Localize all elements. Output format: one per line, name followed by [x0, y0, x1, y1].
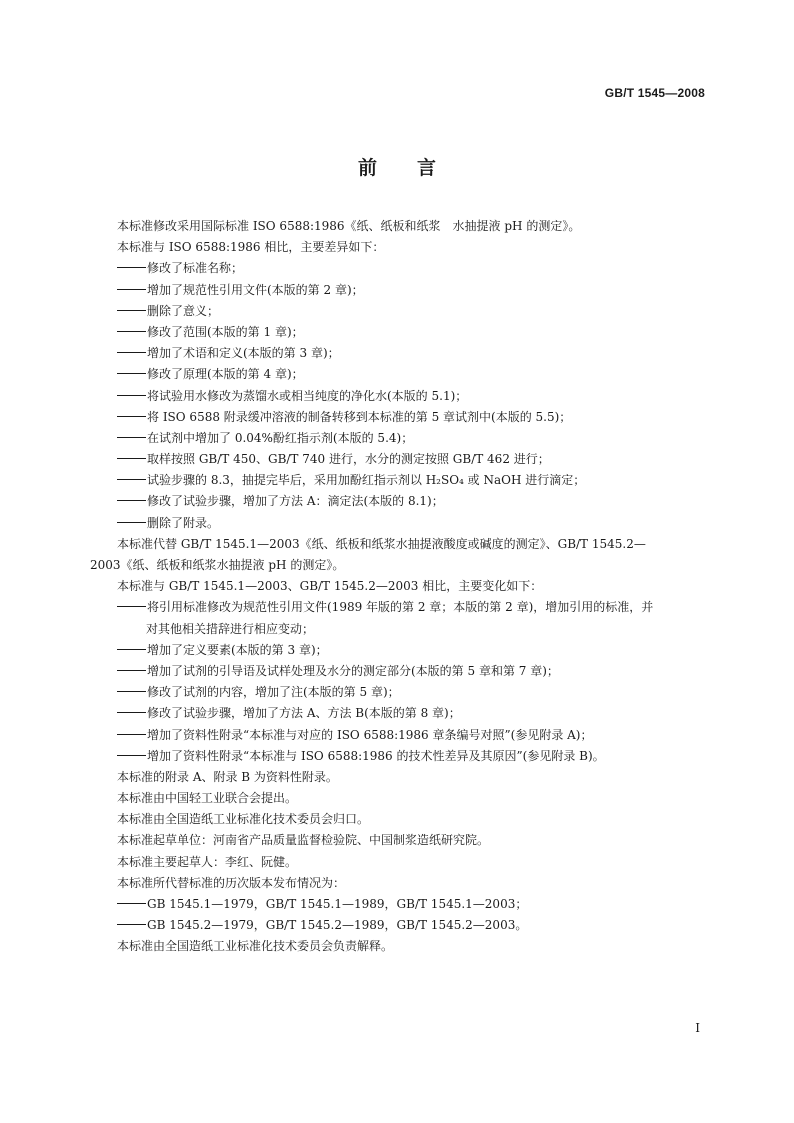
paragraph-text: 本标准与 ISO 6588:1986 相比，主要差异如下： — [117, 240, 385, 255]
paragraph-text: 试验步骤的 8.3，抽提完毕后，采用加酚红指示剂以 H₂SO₄ 或 NaOH 进行滴定； — [147, 473, 586, 488]
paragraph-text: 增加了规范性引用文件(本版的第 2 章)； — [147, 282, 364, 297]
paragraph-text: 本标准所代替标准的历次版本发布情况为： — [117, 875, 346, 890]
list-item — [90, 491, 710, 512]
list-item — [90, 597, 710, 618]
list-item — [90, 746, 710, 767]
list-item — [90, 386, 710, 407]
page-number: I — [695, 1021, 700, 1035]
list-item — [90, 343, 710, 364]
paragraph-text: 增加了试剂的引导语及试样处理及水分的测定部分(本版的第 5 章和第 7 章)； — [147, 663, 559, 678]
paragraph — [90, 809, 710, 830]
em-dash-marker — [117, 903, 146, 904]
em-dash-marker — [117, 734, 146, 735]
list-item — [90, 682, 710, 703]
em-dash-marker — [117, 331, 146, 332]
paragraph-text: 修改了试剂的内容，增加了注(本版的第 5 章)； — [147, 685, 400, 700]
paragraph-text: 本标准由全国造纸工业标准化技术委员会负责解释。 — [117, 939, 394, 954]
em-dash-marker — [117, 458, 146, 459]
paragraph — [90, 576, 710, 597]
paragraph-text: 对其他相关措辞进行相应变动； — [146, 621, 315, 636]
paragraph-text: 本标准与 GB/T 1545.1—2003、GB/T 1545.2—2003 相比，主要变化如下： — [117, 579, 543, 594]
em-dash-marker — [117, 267, 146, 268]
paragraph-text: 增加了定义要素(本版的第 3 章)； — [147, 642, 328, 657]
em-dash-marker — [117, 606, 146, 607]
em-dash-marker — [117, 289, 146, 290]
em-dash-marker — [117, 373, 146, 374]
paragraph-text: 本标准由中国轻工业联合会提出。 — [117, 791, 298, 806]
paragraph-text: GB 1545.1—1979，GB/T 1545.1—1989，GB/T 1545.1—2003； — [147, 897, 528, 911]
list-item-continuation — [90, 619, 710, 640]
list-item — [90, 322, 710, 343]
paragraph — [90, 534, 710, 555]
paragraph-text: 将 ISO 6588 附录缓冲溶液的制备转移到本标准的第 5 章试剂中(本版的 5.5)； — [147, 409, 572, 424]
paragraph-text: 增加了资料性附录“本标准与对应的 ISO 6588:1986 章条编号对照”(参见附录 A)； — [147, 727, 593, 742]
list-item — [90, 301, 710, 322]
paragraph-text: 修改了标准名称； — [147, 261, 244, 276]
em-dash-marker — [117, 649, 146, 650]
paragraph-text: 将试验用水修改为蒸馏水或相当纯度的净化水(本版的 5.1)； — [147, 388, 468, 403]
paragraph-text: 修改了试验步骤，增加了方法 A：滴定法(本版的 8.1)； — [147, 494, 444, 509]
paragraph — [90, 555, 710, 576]
list-item — [90, 513, 710, 534]
list-item — [90, 703, 710, 724]
paragraph-text: 2003《纸、纸板和纸浆水抽提液 pH 的测定》。 — [90, 558, 345, 572]
paragraph-text: 增加了资料性附录“本标准与 ISO 6588:1986 的技术性差异及其原因”(参见附录 B)。 — [147, 748, 605, 763]
list-item — [90, 407, 710, 428]
paragraph — [90, 936, 710, 957]
list-item — [90, 280, 710, 301]
paragraph-text: 取样按照 GB/T 450、GB/T 740 进行，水分的测定按照 GB/T 462 进行； — [147, 452, 550, 467]
list-item — [90, 449, 710, 470]
list-item — [90, 725, 710, 746]
paragraph-text: 修改了试验步骤，增加了方法 A、方法 B(本版的第 8 章)； — [147, 706, 461, 721]
list-item — [90, 258, 710, 279]
paragraph — [90, 237, 710, 258]
paragraph — [90, 788, 710, 809]
document-body — [90, 216, 710, 958]
list-item — [90, 915, 710, 936]
em-dash-marker — [117, 522, 146, 523]
em-dash-marker — [117, 670, 146, 671]
paragraph-text: 删除了附录。 — [147, 515, 220, 530]
em-dash-marker — [117, 310, 146, 311]
em-dash-marker — [117, 755, 146, 756]
paragraph-text: 在试剂中增加了 0.04%酚红指示剂(本版的 5.4)； — [147, 430, 414, 445]
standard-code-header: GB/T 1545—2008 — [604, 86, 705, 100]
list-item — [90, 661, 710, 682]
em-dash-marker — [117, 395, 146, 396]
paragraph-text: 将引用标准修改为规范性引用文件(1989 年版的第 2 章；本版的第 2 章)，增加引用的标准，并 — [147, 600, 654, 615]
paragraph-text: 本标准起草单位：河南省产品质量监督检验院、中国制浆造纸研究院。 — [117, 833, 490, 848]
list-item — [90, 428, 710, 449]
paragraph — [90, 767, 710, 788]
paragraph-text: 本标准代替 GB/T 1545.1—2003《纸、纸板和纸浆水抽提液酸度或碱度的测定》、GB/T 1545.2— — [117, 536, 646, 551]
paragraph-text: 本标准的附录 A、附录 B 为资料性附录。 — [117, 769, 338, 784]
em-dash-marker — [117, 691, 146, 692]
paragraph — [90, 830, 710, 851]
em-dash-marker — [117, 352, 146, 353]
paragraph-text: 修改了范围(本版的第 1 章)； — [147, 324, 304, 339]
em-dash-marker — [117, 416, 146, 417]
paragraph — [90, 216, 710, 237]
paragraph-text: 本标准主要起草人：李红、阮健。 — [117, 854, 298, 869]
paragraph-text: 本标准修改采用国际标准 ISO 6588:1986《纸、纸板和纸浆 水抽提液 pH 的测定》。 — [117, 219, 581, 233]
paragraph-text: 增加了术语和定义(本版的第 3 章)； — [147, 346, 340, 361]
em-dash-marker — [117, 479, 146, 480]
page-title: 前言 — [357, 157, 476, 179]
paragraph-text: 本标准由全国造纸工业标准化技术委员会归口。 — [117, 812, 370, 827]
em-dash-marker — [117, 437, 146, 438]
paragraph — [90, 852, 710, 873]
em-dash-marker — [117, 500, 146, 501]
paragraph — [90, 873, 710, 894]
list-item — [90, 894, 710, 915]
em-dash-marker — [117, 924, 146, 925]
list-item — [90, 470, 710, 491]
list-item — [90, 640, 710, 661]
list-item — [90, 364, 710, 385]
paragraph-text: GB 1545.2—1979，GB/T 1545.2—1989，GB/T 1545.2—2003。 — [147, 918, 528, 933]
paragraph-text: 删除了意义； — [147, 303, 220, 318]
paragraph-text: 修改了原理(本版的第 4 章)； — [147, 367, 304, 382]
em-dash-marker — [117, 712, 146, 713]
